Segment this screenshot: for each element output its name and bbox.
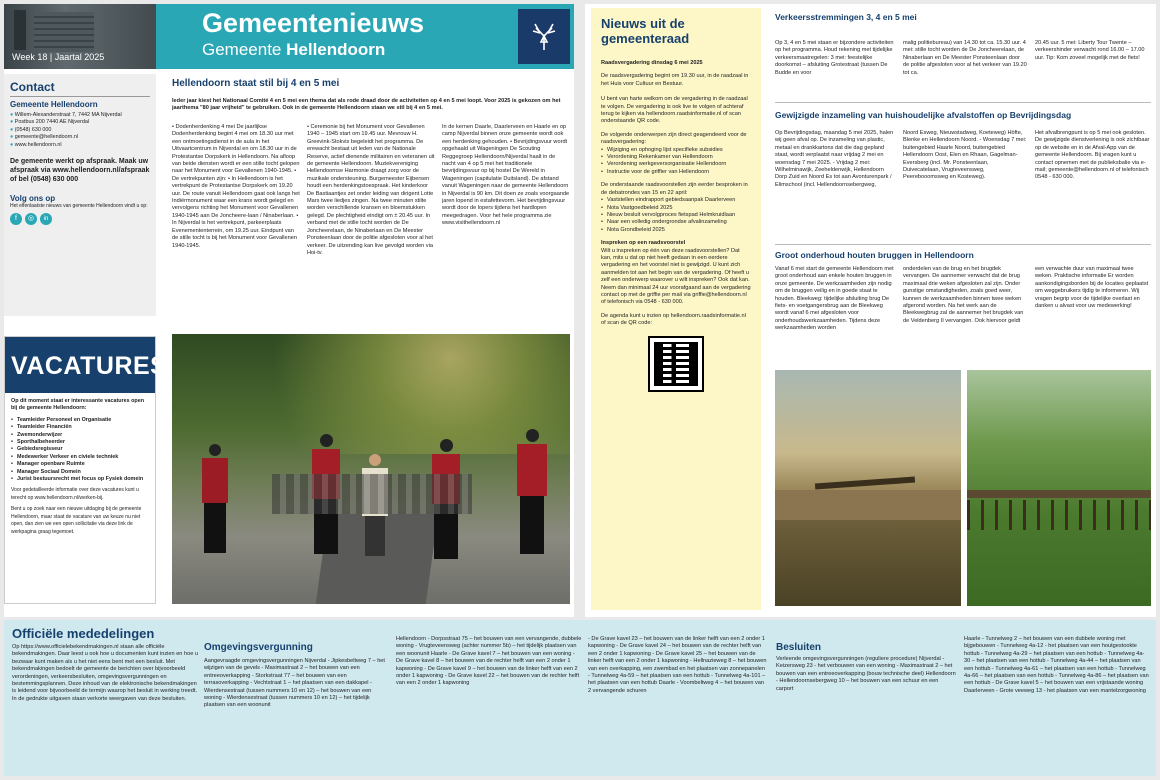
agenda-item: • Naar een volledig ondergrondse afvalinzameling xyxy=(601,219,751,226)
bridges-col1: Vanaf 6 mei start de gemeente Hellendoorn met groot onderhoud aan enkele houten bruggen in onze gemeente. De werkzaamheden zijn nodig om de bruggen veilig en in goede staat te houden. Bleekweg: tijdelijke afsluiting brug De fiets- en voetgangersbrug aan de Bleekweg wordt vanaf 6 mei afgesloten voor onderhoudswerkzaamheden. Tijdens deze werkzaamheden worden xyxy=(775,266,894,332)
contact-line: ● Willem-Alexanderstraat 7, 7442 MA Nijverdal xyxy=(10,112,122,118)
masthead-title: Gemeentenieuws xyxy=(202,8,425,38)
omg-title: Omgevingsvergunning xyxy=(204,642,313,653)
traffic-col1: Op 3, 4 en 5 mei staan er bijzondere activiteiten op het programma. Houd rekening met tijdelijke verkeersmaatregelen: 3 mei: feestelijke doorkomst – afsluiting Grotestraat (tussen De Budde en voor xyxy=(775,40,894,76)
raad-agenda2 xyxy=(601,197,751,234)
remembrance-col3: In de kernen Daarle, Daarlerveen en Haarle en op camp Nijverdal binnen onze gemeente wordt ook een herdenking gehouden. • Bevrijdingsvuur wordt opgehaald uit Wageningen De Scouting Reggegroep Hellendoorn/Nijverdal haalt in de nacht van 4 op 5 mei het traditionele bevrijdingsvuur op bij hostel De Wereld in Wageningen (capitulatie Duitsland). De afstand vanuit Wageningen naar de gemeente Hellendoorn in Nijverdal is 90 km. Dit doen ze zoals voorgaande jaren lopend in estafettevorm. Het bevrijdingsvuur wordt door de lopers tijdens het hardlopen meegedragen. Voor het hele programma zie www.visithellendoorn.nl xyxy=(442,124,570,227)
vacatures-open: Bent u op zoek naar een nieuwe uitdaging bij de gemeente Hellendoorn, maar staat de vacature van uw keuze nu niet open, dan zien we een open sollicitatie via deze link de werkpagina graag tegemoet. xyxy=(11,506,142,535)
agenda-item: • Nieuw besluit vervolgproces fietspad Helmkruidlaan xyxy=(601,212,751,219)
raad-p2: U bent van harte welkom om de vergadering in de raadzaal te volgen. De vergadering is ook live te volgen of achteraf terug te kijken via hellendoorn.raadsinformatie.nl of scan onderstaande QR code. xyxy=(601,96,748,125)
inspreken-text: Wilt u inspreken op één van deze raadsvoorstellen? Dat kan, mits u dat op niet heeft gedaan in een eerdere vergadering en het voorstel niet is gewijzigd. U kunt zich aanmelden tot aan het begin van de vergadering. Of heeft u zelf een onderwerp waarover u wilt inspreken? Ook dat kan. Neem dan minimaal 24 uur voorafgaand aan de vergadering contact op met de griffie per mail via griffie@hellendoorn.nl of telefonisch via 0548 - 630 000. xyxy=(601,247,751,306)
raad-date: Raadsvergadering dinsdag 6 mei 2025 xyxy=(601,60,703,66)
vacature-item[interactable]: • Zwemonderwijzer xyxy=(11,432,149,439)
vacature-item[interactable]: • Manager openbare Ruimte xyxy=(11,461,149,468)
official-intro: Op https://www.officielebekendmakingen.nl staan alle officiële bekendmakingen. Daar leest u ook hoe u documenten kunt inzien en hoe u bezwaar kunt maken als u het niet eens bent met een besluit. Met bekendmakingen bedoelt de gemeente de berichten over bijvoorbeeld verordeningen, verkeersbesluiten, omgevingsvergunningen en bestemmingsplannen. Deze inhoud van de elektronische bekendmakingen is leidend voor bijvoorbeeld de termijn waarop het besluit in werking treedt. In de gedrukte uitgaven staan verkorte weergaven van deze besluiten. xyxy=(12,644,198,702)
masthead-subtitle: Gemeente Hellendoorn xyxy=(202,40,386,59)
agenda-item: • Nota Grondbeleid 2025 xyxy=(601,227,751,234)
traffic-col3: 20.45 uur. 5 mei: Liberty Tour Twente – verkeershinder verwacht rond 16.00 – 17.00 uur. Tip: Kom zoveel mogelijk met de fiets! xyxy=(1035,40,1145,61)
bridges-col2: onderdelen van de brug en het brugdek vervangen. De aannemer verwacht dat de brug maximaal drie weken afgesloten zal zijn. Onder gunstige omstandigheden, zoals goed weer, kunnen de werkzaamheden binnen twee weken afgerond worden. Na het werk aan de Bleekwegbrug zal de aannemer het brugdek van de Veldenberg II vervangen. Ook hiervoor geldt xyxy=(903,266,1024,324)
official-col1: Aangevraagde omgevingsvergunningen Nijverdal - Jipkesbeltweg 7 – het wijzigen van de gevels - Maximastraat 2 – het bouwen van een entreeoverkapping - Storkstraat 77 – het bouwen van een terrasoverkapping - Vechtstraat 1 – het plaatsen van een dakkapel - Wierdensestraat (tussen nummers 10 en 12) – het bouwen van een woning - Wierdensestraat (tussen nummers 10 en 12) – het tijdelijk plaatsen van een woonunit xyxy=(204,658,385,709)
contact-address xyxy=(10,112,150,149)
masthead-photo xyxy=(4,4,156,69)
bridge-photo-right xyxy=(967,370,1151,606)
waste-title: Gewijzigde inzameling van huishoudelijke afvalstoffen op Bevrijdingsdag xyxy=(775,110,1072,120)
vacatures-box xyxy=(4,336,168,604)
inspreken-title: Inspreken op een raadsvoorstel xyxy=(601,240,686,247)
waste-col3: Het afvalbrengpunt is op 5 mei ook gesloten. De gewijzigde dienstverlening is ook zichtbaar op de website en in de Afval-App van de gemeente Hellendoorn. Bij vragen kunt u contact opnemen met de publieksbalie via e-mail; gemeente@hellendoorn.nl of telefonisch 0548 - 630 000. xyxy=(1035,130,1150,181)
vacature-item[interactable]: • Sporthalbeheerder xyxy=(11,439,149,446)
person-figure xyxy=(517,429,547,564)
appointment-text: De gemeente werkt op afspraak. Maak uw afspraak via www.hellendoorn.nl/afspraak of bel (0548) 630 000 xyxy=(10,158,150,184)
raad-p3: De volgende onderwerpen zijn direct geagendeerd voor de raadsvergadering: xyxy=(601,131,747,146)
mail-icon: ● xyxy=(10,119,14,126)
left-page xyxy=(4,4,574,617)
week-label: Week 18 | Jaartal 2025 xyxy=(12,52,105,62)
official-col2: Hellendoorn - Dorpsstraat 75 – het bouwen van een vervangende, dubbele woning - Vrugteveensweg (achter nummer 5b) – het tijdelijk plaatsen van een woonunit Haarle - De Grave kavel 7 – het bouwen van een woning - De Grave kavel 8 – het bouwen van de rechter helft van een 2 onder 1 kapwoning - De Grave kavel 9 – het bouwen van de linker helft van een 2 onder 1 kapwoning - De Grave kavel 22 – het bouwen van de rechter helft van een 2 onder 1 kapwoning xyxy=(396,636,582,687)
instagram-icon[interactable]: ◎ xyxy=(25,213,37,225)
traffic-col2: malig politiebureau) van 14.30 tot ca. 15.30 uur. 4 mei: stille tocht worden de De Joncheerelaan, de Ninaberlaan en De Meester Ponsteenlaan door de politie afgesloten voor al het verkeer van 19.20 tot ca. xyxy=(903,40,1027,76)
agenda-item: • Vaststellen eindrapport gebiedsaanpak Daarlerveen xyxy=(601,197,751,204)
linkedin-icon[interactable]: in xyxy=(40,213,52,225)
contact-line: ● Postbus 200 7440 AE Nijverdal xyxy=(10,119,90,126)
remembrance-title: Hellendoorn staat stil bij 4 en 5 mei xyxy=(172,78,340,89)
vacatures-more: Voor gedetailleerde informatie over deze vacatures kunt u terecht op www.hellendoorn.nl/werken-bij. xyxy=(11,487,139,501)
raad-agenda xyxy=(601,147,751,177)
facebook-icon[interactable]: f xyxy=(10,213,22,225)
traffic-title: Verkeersstremmingen 3, 4 en 5 mei xyxy=(775,12,917,22)
bridges-title: Groot onderhoud houten bruggen in Hellendoorn xyxy=(775,250,974,260)
email-icon: ● xyxy=(10,134,14,141)
waste-col2: Noord Esweg, Nieuwstadweg, Koeteweg) Höfte, Blenke en Hellendoorn Noord. - Woensdag 7 mei: buitengebied Haarle Noord, buitengebied Hellendoorn Oost, Elen en Rhaan, Gagelman-Eversberg (incl. Mr. Ponsteenlaan, Duivecatelaan, Vrugteveensweg, Peerebooomsweg en Kosteweg). xyxy=(903,130,1027,181)
official-title: Officiële mededelingen xyxy=(12,626,155,641)
official-col4: Verleende omgevingsvergunningen (reguliere procedure) Nijverdal - Keizersweg 23 - het verbouwen van een woning - Maximastraat 2 – het bouwen van een entreeoverkapping (bouw technische deel) Hellendoorn - Hellendoornsebergweg 10 – het bouwen van een schuur en een carport xyxy=(776,656,956,692)
social-icons xyxy=(10,213,150,225)
vacature-item[interactable]: • Teamleider Personeel en Organisatie xyxy=(11,417,149,424)
bridge-photo-left xyxy=(775,370,961,606)
besluiten-title: Besluiten xyxy=(776,642,822,653)
agenda-item: • Verordening werkgeversorganisatie Hellendoorn xyxy=(601,161,751,168)
vacature-item[interactable]: • Jurist bestuursrecht met focus op Fysiek domein xyxy=(11,476,149,483)
vacatures-intro: Op dit moment staat er interessante vacatures open bij de gemeente Hellendoorn: xyxy=(11,398,145,412)
vacature-item[interactable]: • Gebiedsregisseur xyxy=(11,446,149,453)
raad-title: Nieuws uit de gemeenteraad xyxy=(601,16,690,46)
contact-line[interactable]: ● www.hellendoorn.nl xyxy=(10,141,62,148)
remembrance-col1: • Dodenherdenking 4 mei De jaarlijkse Dodenherdenking begint 4 mei om 18.30 uur met een ontmoetingsdienst in de aula in het Uitvaartcentrum in Nijverdal en om 18.30 uur in de Protestantse Dorpskerk in Hellendoorn. Na afloop van beide diensten wordt er een stille tocht gelopen naar het Monument voor Gevallenen 1940-1945. • De vertrekpunten zijn: • In Hellendoorn is het vertrekpunt de Protestantse Dorpskerk om 19.20 uur. De route vanuit Hellendoorn gaat ook langs het Indiërmonument waar een krans wordt gelegd en vervolgens richting het Monument voor Gevallenen 1940-1945 aan De Joncheere-laan / Ninaberlaan. • In Nijverdal is het vertrekpunt, parkeerplaats Evenemententerrein, om 19.25 uur. Eindpunt van de stille tocht is bij het Monument voor Gevallenen 1940-1945. xyxy=(172,124,300,249)
remembrance-col2: • Ceremonie bij het Monument voor Gevallenen 1940 – 1945 start om 19.45 uur. Mevrouw H. Greevink-Stokvis begeleidt het programma. De erewacht bestaat uit leden van de Nationale Reserve, actief dienende militairen en veteranen uit de gemeente Hellendoorn. Muziekvereniging Hellendoornse Harmonie draagt zorg voor de muzikale ondersteuning. Burgemeester Eijbersen houdt een herdenkingstoespraak. Het kinderkoor De Bastiaantjes zet onder leiding van dirigent Lotte Mars twee liedjes zingen. Na twee minuten stilte worden verschillende kransen en bloemstukken gelegd. De plechtigheid eindigt om ± 20.45 uur. In verband met de stille tocht worden de De Joncheerelaan, de Ninaberlaan en De Meester Ponsteenlaan door de politie afgesloten voor al het verkeer. De uitzending kan live gevolgd worden via Hoi-tv. xyxy=(307,124,435,256)
globe-icon: ● xyxy=(10,141,14,148)
vacatures-title: VACATURES xyxy=(5,337,155,393)
phone-icon: ● xyxy=(10,126,14,133)
municipality-logo xyxy=(518,9,570,64)
waste-col1: Op Bevrijdingsdag, maandag 5 mei 2025, halen wij geen afval op. De inzameling van plastic, metaal en drankkartons dat die dag gepland staat, wordt verplaatst naar vrijdag 2 mei en woensdag 7 mei 2025. - Vrijdag 2 mei: Wilhelminawijk, Zeeheldenwijk, Hellendoorn Dorp Zuid en Noord Es tot aan Avonturenpark / Elimschool (incl. Hellendoornsebergweg, xyxy=(775,130,894,188)
vacatures-list xyxy=(11,417,149,484)
raad-box xyxy=(591,8,761,610)
right-page xyxy=(585,4,1156,617)
official-col5: Haarle - Tunnelweg 2 – het bouwen van een dubbele woning met bijgebouwen - Tunnelweg 4a-12 - het plaatsen van een houtgestookte hottub - Tunnelweg 4a-29 – het plaatsen van een hottub - Tunnelweg 4a-30 – het plaatsen van een hottub - Tunnelweg 4a-44 – het plaatsen van een hottub - Tunnelweg 4a-61 – het plaatsen van een hottub - Tunnelweg 4a-66 – het plaatsen van een hottub - Tunnelweg 4a-86 – het plaatsen van een hottub - De Grave kavel 5 – het bouwen van een vrijstaande woning Daarlerveen - Grote veeweg 13 - het plaatsen van een mantelzorgwoning xyxy=(964,636,1149,694)
raad-p4: De onderstaande raadsvoorstellen zijn eerder besproken in de debatrondes van 15 en 22 april: xyxy=(601,182,748,196)
contact-heading: Contact xyxy=(10,80,150,97)
vacature-item[interactable]: • Medewerker Verkeer en civiele techniek xyxy=(11,454,149,461)
bridges-col3: een verwachte duur van maximaal twee weken. Praktische informatie Er worden aankondigingsborden bij de locaties geplaatst om weggebruikers tijdig te informeren. Wij vragen begrip voor de tijdelijke overlast en danken u alvast voor uw medewerking! xyxy=(1035,266,1149,310)
remembrance-lead: Ieder jaar kiest het Nationaal Comité 4 en 5 mei een thema dat als rode draad door de activiteiten op 4 en 5 mei loopt. Voor 2025 is gekozen om het jaarthema "80 jaar vrijheid" te gebruiken. Ook in de gemeente Hellendoorn staan we stil bij 4 en 5 mei. xyxy=(172,98,561,112)
contact-box xyxy=(4,74,156,316)
raad-p1: De raadsvergadering begint om 19.30 uur, in de raadzaal in het Huis voor Cultuur en Bestuur. xyxy=(601,73,749,87)
official-band xyxy=(4,620,1156,776)
agenda-item: • Verordening Rekenkamer van Hellendoorn xyxy=(601,154,751,161)
agenda-item: • Wijziging en ophoging lijst specifieke subsidies xyxy=(601,147,751,154)
vacature-item[interactable]: • Manager Sociaal Domein xyxy=(11,469,149,476)
contact-line: ● (0548) 630 000 xyxy=(10,126,52,133)
deer-logo-icon xyxy=(527,20,561,54)
follow-text: Het elfenlaatste nieuws van gemeente Hellendoorn vindt u op: xyxy=(10,203,148,210)
contact-org: Gemeente Hellendoorn xyxy=(10,100,98,109)
agenda-item: • Instructie voor de griffier van Hellendoorn xyxy=(601,169,751,176)
location-icon: ● xyxy=(10,112,14,118)
masthead-banner xyxy=(156,4,574,69)
raad-p5: De agenda kunt u inzien op hellendoorn.raadsinformatie.nl of scan de QR code: xyxy=(601,312,746,327)
procession-photo xyxy=(172,334,570,604)
vacature-item[interactable]: • Teamleider Financiën xyxy=(11,424,149,431)
follow-heading: Volg ons op xyxy=(10,194,56,204)
official-col3: - De Grave kavel 23 – het bouwen van de linker helft van een 2 onder 1 kapwoning - De Grave kavel 24 – het bouwen van de rechter helft van een 2 onder 1 kapwoning - De Grave kavel 25 – het bouwen van de linker helft van een 2 onder 1 kapwoning - Hellnazieweg 8 – het bouwen van een overkapping, een zwembad en het plaatsen van zonnepanelen - Tunnelweg 4a-59 – het plaatsen van een hottub - Tunnelweg 4a-101 – het plaatsen van een hottub Daarle - Voombeltweg 4 – het bouwen van 2 vervangende schuren xyxy=(588,636,767,694)
qr-code[interactable] xyxy=(650,338,702,390)
contact-line[interactable]: ● gemeente@hellendoorn.nl xyxy=(10,134,79,141)
person-figure xyxy=(202,444,228,564)
agenda-item: • Nota Vastgoedbeleid 2025 xyxy=(601,205,751,212)
